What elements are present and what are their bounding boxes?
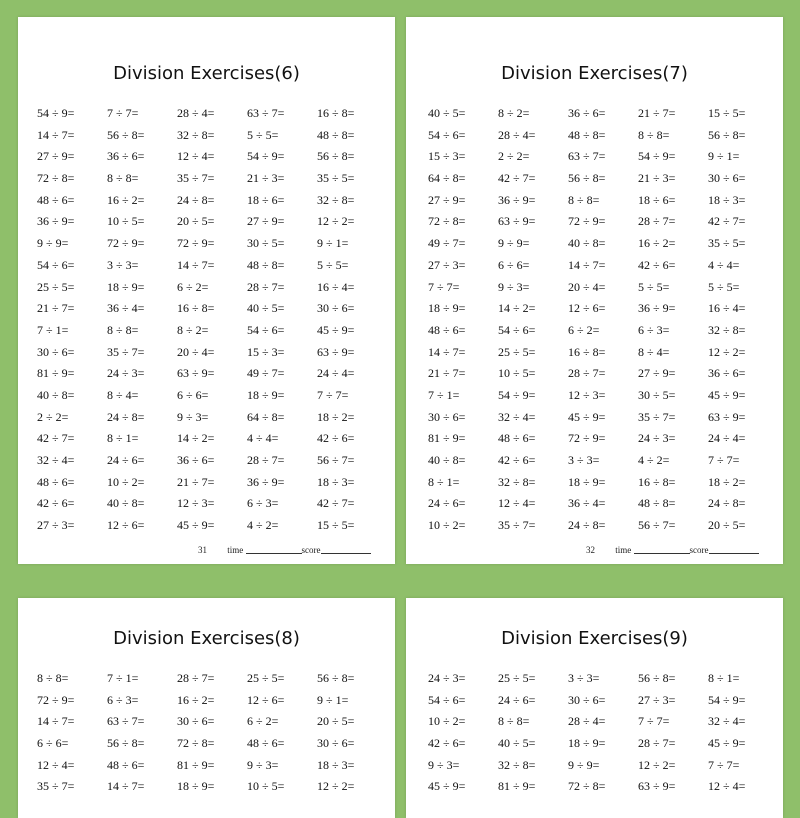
division-problem: 7 ÷ 1= bbox=[107, 671, 139, 685]
division-problem: 36 ÷ 4= bbox=[107, 301, 145, 316]
division-problem: 54 ÷ 6= bbox=[428, 692, 466, 707]
division-problem: 45 ÷ 9= bbox=[317, 322, 355, 337]
division-problem: 14 ÷ 7= bbox=[428, 344, 466, 359]
division-problem: 63 ÷ 7= bbox=[247, 106, 285, 120]
division-problem: 12 ÷ 3= bbox=[568, 387, 606, 402]
problem-grid bbox=[428, 103, 778, 537]
division-problem: 24 ÷ 8= bbox=[177, 192, 215, 207]
division-problem: 18 ÷ 9= bbox=[568, 736, 606, 751]
division-problem: 36 ÷ 6= bbox=[708, 366, 746, 381]
division-problem: 18 ÷ 9= bbox=[177, 779, 215, 794]
division-problem: 18 ÷ 3= bbox=[708, 192, 746, 207]
division-problem: 10 ÷ 5= bbox=[247, 779, 285, 794]
division-problem: 10 ÷ 5= bbox=[498, 366, 536, 381]
division-problem: 12 ÷ 4= bbox=[708, 779, 746, 794]
division-problem: 8 ÷ 8= bbox=[107, 322, 139, 337]
division-problem: 27 ÷ 9= bbox=[37, 149, 75, 164]
division-problem: 18 ÷ 9= bbox=[107, 279, 145, 294]
division-problem: 5 ÷ 5= bbox=[317, 257, 349, 272]
division-problem: 81 ÷ 9= bbox=[498, 779, 536, 794]
division-problem: 49 ÷ 7= bbox=[428, 236, 466, 251]
division-problem: 63 ÷ 9= bbox=[498, 214, 536, 229]
division-problem: 35 ÷ 7= bbox=[177, 171, 215, 186]
division-problem: 72 ÷ 8= bbox=[568, 779, 606, 794]
division-problem: 3 ÷ 3= bbox=[568, 453, 600, 467]
division-problem: 14 ÷ 7= bbox=[177, 257, 215, 272]
division-problem: 63 ÷ 9= bbox=[708, 409, 746, 424]
division-problem: 40 ÷ 5= bbox=[428, 106, 466, 120]
division-problem: 18 ÷ 9= bbox=[247, 387, 285, 402]
division-problem: 25 ÷ 5= bbox=[37, 279, 75, 294]
division-problem: 9 ÷ 3= bbox=[177, 409, 209, 424]
division-problem: 12 ÷ 2= bbox=[638, 757, 676, 772]
division-problem: 16 ÷ 4= bbox=[317, 279, 355, 294]
division-problem: 72 ÷ 9= bbox=[177, 236, 215, 251]
division-problem: 12 ÷ 4= bbox=[498, 496, 536, 511]
division-problem: 9 ÷ 1= bbox=[317, 692, 349, 707]
division-problem: 63 ÷ 9= bbox=[317, 344, 355, 359]
division-problem: 48 ÷ 6= bbox=[498, 431, 536, 446]
division-problem: 30 ÷ 6= bbox=[428, 409, 466, 424]
division-problem: 35 ÷ 5= bbox=[708, 236, 746, 251]
time-label: time bbox=[227, 545, 244, 555]
division-problem: 42 ÷ 6= bbox=[317, 431, 355, 446]
division-problem: 24 ÷ 4= bbox=[708, 431, 746, 446]
division-problem: 6 ÷ 2= bbox=[177, 279, 209, 294]
division-problem: 54 ÷ 9= bbox=[708, 692, 746, 707]
division-problem: 8 ÷ 8= bbox=[638, 127, 670, 142]
division-problem: 7 ÷ 7= bbox=[638, 714, 670, 729]
division-problem: 28 ÷ 7= bbox=[247, 453, 285, 467]
division-problem: 8 ÷ 8= bbox=[498, 714, 530, 729]
division-problem: 32 ÷ 8= bbox=[498, 474, 536, 489]
division-problem: 63 ÷ 9= bbox=[177, 366, 215, 381]
division-problem: 9 ÷ 1= bbox=[317, 236, 349, 251]
division-problem: 48 ÷ 8= bbox=[638, 496, 676, 511]
division-problem: 36 ÷ 6= bbox=[107, 149, 145, 164]
division-problem: 15 ÷ 5= bbox=[708, 106, 746, 120]
worksheet-9 bbox=[406, 598, 783, 818]
division-problem: 14 ÷ 2= bbox=[498, 301, 536, 316]
division-problem: 24 ÷ 3= bbox=[638, 431, 676, 446]
division-problem: 12 ÷ 6= bbox=[568, 301, 606, 316]
division-problem: 27 ÷ 3= bbox=[37, 518, 75, 533]
division-problem: 32 ÷ 8= bbox=[498, 757, 536, 772]
division-problem: 54 ÷ 6= bbox=[498, 322, 536, 337]
division-problem: 72 ÷ 8= bbox=[428, 214, 466, 229]
division-problem: 10 ÷ 2= bbox=[428, 518, 466, 533]
division-problem: 42 ÷ 7= bbox=[498, 171, 536, 186]
division-problem: 2 ÷ 2= bbox=[498, 149, 530, 164]
division-problem: 21 ÷ 7= bbox=[177, 474, 215, 489]
division-problem: 6 ÷ 6= bbox=[177, 387, 209, 402]
division-problem: 16 ÷ 8= bbox=[177, 301, 215, 316]
division-problem: 27 ÷ 9= bbox=[247, 214, 285, 229]
division-problem: 6 ÷ 3= bbox=[638, 322, 670, 337]
division-problem: 25 ÷ 5= bbox=[498, 671, 536, 685]
division-problem: 9 ÷ 9= bbox=[37, 236, 69, 251]
division-problem: 30 ÷ 6= bbox=[317, 301, 355, 316]
division-problem: 25 ÷ 5= bbox=[498, 344, 536, 359]
division-problem: 12 ÷ 4= bbox=[37, 757, 75, 772]
division-problem: 36 ÷ 6= bbox=[177, 453, 215, 467]
division-problem: 42 ÷ 6= bbox=[37, 496, 75, 511]
division-problem: 4 ÷ 2= bbox=[638, 453, 670, 467]
division-problem: 36 ÷ 9= bbox=[37, 214, 75, 229]
division-problem: 21 ÷ 7= bbox=[37, 301, 75, 316]
division-problem: 81 ÷ 9= bbox=[177, 757, 215, 772]
division-problem: 40 ÷ 5= bbox=[498, 736, 536, 751]
worksheet-6 bbox=[18, 17, 395, 564]
division-problem: 9 ÷ 9= bbox=[498, 236, 530, 251]
division-problem: 2 ÷ 2= bbox=[37, 409, 69, 424]
division-problem: 6 ÷ 2= bbox=[247, 714, 279, 729]
division-problem: 8 ÷ 8= bbox=[107, 171, 139, 186]
worksheet-footer bbox=[198, 545, 371, 555]
score-label: score bbox=[301, 545, 321, 555]
division-problem: 14 ÷ 2= bbox=[177, 431, 215, 446]
division-problem: 49 ÷ 7= bbox=[247, 366, 285, 381]
division-problem: 30 ÷ 6= bbox=[177, 714, 215, 729]
division-problem: 12 ÷ 4= bbox=[177, 149, 215, 164]
division-problem: 4 ÷ 2= bbox=[247, 518, 279, 533]
page-number: 31 bbox=[198, 545, 207, 555]
division-problem: 36 ÷ 9= bbox=[638, 301, 676, 316]
division-problem: 72 ÷ 9= bbox=[568, 431, 606, 446]
division-problem: 45 ÷ 9= bbox=[428, 779, 466, 794]
division-problem: 28 ÷ 7= bbox=[568, 366, 606, 381]
division-problem: 24 ÷ 4= bbox=[317, 366, 355, 381]
division-problem: 27 ÷ 3= bbox=[428, 257, 466, 272]
division-problem: 24 ÷ 6= bbox=[428, 496, 466, 511]
worksheet-title: Division Exercises(8) bbox=[113, 628, 300, 649]
division-problem: 40 ÷ 8= bbox=[428, 453, 466, 467]
division-problem: 30 ÷ 5= bbox=[247, 236, 285, 251]
division-problem: 8 ÷ 1= bbox=[708, 671, 740, 685]
division-problem: 42 ÷ 6= bbox=[638, 257, 676, 272]
division-problem: 24 ÷ 8= bbox=[708, 496, 746, 511]
division-problem: 72 ÷ 9= bbox=[37, 692, 75, 707]
division-problem: 72 ÷ 9= bbox=[107, 236, 145, 251]
division-problem: 30 ÷ 6= bbox=[317, 736, 355, 751]
division-problem: 5 ÷ 5= bbox=[708, 279, 740, 294]
division-problem: 16 ÷ 2= bbox=[107, 192, 145, 207]
worksheet-footer bbox=[586, 545, 759, 555]
division-problem: 48 ÷ 6= bbox=[428, 322, 466, 337]
division-problem: 45 ÷ 9= bbox=[708, 736, 746, 751]
time-blank bbox=[634, 553, 690, 554]
division-problem: 48 ÷ 6= bbox=[37, 192, 75, 207]
division-problem: 18 ÷ 2= bbox=[708, 474, 746, 489]
division-problem: 8 ÷ 1= bbox=[107, 431, 139, 446]
division-problem: 7 ÷ 7= bbox=[107, 106, 139, 120]
division-problem: 18 ÷ 6= bbox=[247, 192, 285, 207]
division-problem: 56 ÷ 8= bbox=[568, 171, 606, 186]
time-blank bbox=[246, 553, 302, 554]
division-problem: 30 ÷ 6= bbox=[708, 171, 746, 186]
worksheet-title: Division Exercises(9) bbox=[501, 628, 688, 649]
division-problem: 20 ÷ 5= bbox=[177, 214, 215, 229]
page-number: 32 bbox=[586, 545, 595, 555]
division-problem: 7 ÷ 7= bbox=[708, 757, 740, 772]
division-problem: 14 ÷ 7= bbox=[37, 714, 75, 729]
division-problem: 18 ÷ 6= bbox=[638, 192, 676, 207]
division-problem: 6 ÷ 3= bbox=[247, 496, 279, 511]
division-problem: 42 ÷ 6= bbox=[428, 736, 466, 751]
division-problem: 28 ÷ 4= bbox=[498, 127, 536, 142]
division-problem: 12 ÷ 2= bbox=[317, 214, 355, 229]
division-problem: 15 ÷ 3= bbox=[428, 149, 466, 164]
division-problem: 64 ÷ 8= bbox=[428, 171, 466, 186]
division-problem: 48 ÷ 8= bbox=[568, 127, 606, 142]
division-problem: 72 ÷ 9= bbox=[568, 214, 606, 229]
division-problem: 10 ÷ 5= bbox=[107, 214, 145, 229]
division-problem: 54 ÷ 9= bbox=[37, 106, 75, 120]
division-problem: 56 ÷ 8= bbox=[107, 127, 145, 142]
division-problem: 3 ÷ 3= bbox=[568, 671, 600, 685]
division-problem: 35 ÷ 5= bbox=[317, 171, 355, 186]
division-problem: 56 ÷ 7= bbox=[638, 518, 676, 533]
division-problem: 7 ÷ 7= bbox=[317, 387, 349, 402]
division-problem: 18 ÷ 9= bbox=[428, 301, 466, 316]
division-problem: 12 ÷ 6= bbox=[107, 518, 145, 533]
division-problem: 32 ÷ 4= bbox=[708, 714, 746, 729]
division-problem: 32 ÷ 4= bbox=[498, 409, 536, 424]
division-problem: 36 ÷ 9= bbox=[247, 474, 285, 489]
division-problem: 24 ÷ 8= bbox=[568, 518, 606, 533]
division-problem: 32 ÷ 4= bbox=[37, 453, 75, 467]
division-problem: 54 ÷ 9= bbox=[498, 387, 536, 402]
division-problem: 54 ÷ 6= bbox=[428, 127, 466, 142]
division-problem: 28 ÷ 7= bbox=[638, 736, 676, 751]
score-label: score bbox=[689, 545, 709, 555]
division-problem: 9 ÷ 3= bbox=[428, 757, 460, 772]
division-problem: 24 ÷ 3= bbox=[107, 366, 145, 381]
division-problem: 24 ÷ 8= bbox=[107, 409, 145, 424]
division-problem: 9 ÷ 9= bbox=[568, 757, 600, 772]
division-problem: 21 ÷ 7= bbox=[638, 106, 676, 120]
score-blank bbox=[321, 553, 371, 554]
division-problem: 4 ÷ 4= bbox=[708, 257, 740, 272]
score-blank bbox=[709, 553, 759, 554]
division-problem: 56 ÷ 8= bbox=[638, 671, 676, 685]
division-problem: 32 ÷ 8= bbox=[708, 322, 746, 337]
division-problem: 32 ÷ 8= bbox=[317, 192, 355, 207]
division-problem: 16 ÷ 2= bbox=[638, 236, 676, 251]
division-problem: 45 ÷ 9= bbox=[177, 518, 215, 533]
division-problem: 18 ÷ 9= bbox=[568, 474, 606, 489]
division-problem: 7 ÷ 1= bbox=[37, 322, 69, 337]
division-problem: 6 ÷ 3= bbox=[107, 692, 139, 707]
division-problem: 30 ÷ 5= bbox=[638, 387, 676, 402]
division-problem: 72 ÷ 8= bbox=[37, 171, 75, 186]
worksheet-title: Division Exercises(7) bbox=[501, 63, 688, 84]
division-problem: 24 ÷ 3= bbox=[428, 671, 466, 685]
division-problem: 72 ÷ 8= bbox=[177, 736, 215, 751]
division-problem: 36 ÷ 9= bbox=[498, 192, 536, 207]
division-problem: 28 ÷ 4= bbox=[177, 106, 215, 120]
division-problem: 8 ÷ 1= bbox=[428, 474, 460, 489]
division-problem: 18 ÷ 2= bbox=[317, 409, 355, 424]
division-problem: 12 ÷ 6= bbox=[247, 692, 285, 707]
division-problem: 56 ÷ 8= bbox=[107, 736, 145, 751]
division-problem: 14 ÷ 7= bbox=[37, 127, 75, 142]
division-problem: 16 ÷ 8= bbox=[317, 106, 355, 120]
division-problem: 8 ÷ 2= bbox=[177, 322, 209, 337]
division-problem: 21 ÷ 3= bbox=[247, 171, 285, 186]
division-problem: 9 ÷ 1= bbox=[708, 149, 740, 164]
division-problem: 48 ÷ 6= bbox=[37, 474, 75, 489]
division-problem: 35 ÷ 7= bbox=[498, 518, 536, 533]
division-problem: 42 ÷ 7= bbox=[37, 431, 75, 446]
division-problem: 9 ÷ 3= bbox=[247, 757, 279, 772]
division-problem: 25 ÷ 5= bbox=[247, 671, 285, 685]
division-problem: 64 ÷ 8= bbox=[247, 409, 285, 424]
division-problem: 40 ÷ 5= bbox=[247, 301, 285, 316]
division-problem: 54 ÷ 9= bbox=[638, 149, 676, 164]
division-problem: 6 ÷ 6= bbox=[37, 736, 69, 751]
division-problem: 8 ÷ 2= bbox=[498, 106, 530, 120]
division-problem: 16 ÷ 2= bbox=[177, 692, 215, 707]
division-problem: 5 ÷ 5= bbox=[247, 127, 279, 142]
time-label: time bbox=[615, 545, 632, 555]
division-problem: 48 ÷ 6= bbox=[107, 757, 145, 772]
division-problem: 8 ÷ 8= bbox=[568, 192, 600, 207]
division-problem: 10 ÷ 2= bbox=[428, 714, 466, 729]
division-problem: 27 ÷ 9= bbox=[428, 192, 466, 207]
division-problem: 8 ÷ 4= bbox=[638, 344, 670, 359]
division-problem: 16 ÷ 8= bbox=[638, 474, 676, 489]
division-problem: 27 ÷ 3= bbox=[638, 692, 676, 707]
division-problem: 14 ÷ 7= bbox=[107, 779, 145, 794]
division-problem: 15 ÷ 3= bbox=[247, 344, 285, 359]
division-problem: 35 ÷ 7= bbox=[107, 344, 145, 359]
division-problem: 48 ÷ 8= bbox=[317, 127, 355, 142]
division-problem: 7 ÷ 1= bbox=[428, 387, 460, 402]
division-problem: 6 ÷ 2= bbox=[568, 322, 600, 337]
division-problem: 15 ÷ 5= bbox=[317, 518, 355, 533]
division-problem: 8 ÷ 4= bbox=[107, 387, 139, 402]
division-problem: 20 ÷ 5= bbox=[317, 714, 355, 729]
division-problem: 27 ÷ 9= bbox=[638, 366, 676, 381]
division-problem: 18 ÷ 3= bbox=[317, 474, 355, 489]
division-problem: 45 ÷ 9= bbox=[568, 409, 606, 424]
problem-grid bbox=[428, 668, 778, 798]
division-problem: 4 ÷ 4= bbox=[247, 431, 279, 446]
division-problem: 12 ÷ 2= bbox=[317, 779, 355, 794]
division-problem: 12 ÷ 3= bbox=[177, 496, 215, 511]
division-problem: 21 ÷ 3= bbox=[638, 171, 676, 186]
division-problem: 54 ÷ 6= bbox=[247, 322, 285, 337]
division-problem: 54 ÷ 6= bbox=[37, 257, 75, 272]
division-problem: 9 ÷ 3= bbox=[498, 279, 530, 294]
worksheet-title: Division Exercises(6) bbox=[113, 63, 300, 84]
division-problem: 63 ÷ 7= bbox=[107, 714, 145, 729]
division-problem: 20 ÷ 4= bbox=[568, 279, 606, 294]
division-problem: 21 ÷ 7= bbox=[428, 366, 466, 381]
division-problem: 30 ÷ 6= bbox=[37, 344, 75, 359]
division-problem: 24 ÷ 6= bbox=[107, 453, 145, 467]
division-problem: 40 ÷ 8= bbox=[568, 236, 606, 251]
division-problem: 12 ÷ 2= bbox=[708, 344, 746, 359]
division-problem: 36 ÷ 4= bbox=[568, 496, 606, 511]
division-problem: 18 ÷ 3= bbox=[317, 757, 355, 772]
division-problem: 35 ÷ 7= bbox=[638, 409, 676, 424]
division-problem: 30 ÷ 6= bbox=[568, 692, 606, 707]
division-problem: 20 ÷ 5= bbox=[708, 518, 746, 533]
division-problem: 24 ÷ 6= bbox=[498, 692, 536, 707]
division-problem: 6 ÷ 6= bbox=[498, 257, 530, 272]
division-problem: 16 ÷ 4= bbox=[708, 301, 746, 316]
division-problem: 45 ÷ 9= bbox=[708, 387, 746, 402]
division-problem: 28 ÷ 7= bbox=[638, 214, 676, 229]
division-problem: 40 ÷ 8= bbox=[107, 496, 145, 511]
division-problem: 7 ÷ 7= bbox=[708, 453, 740, 467]
worksheet-7 bbox=[406, 17, 783, 564]
division-problem: 48 ÷ 6= bbox=[247, 736, 285, 751]
division-problem: 28 ÷ 7= bbox=[247, 279, 285, 294]
division-problem: 48 ÷ 8= bbox=[247, 257, 285, 272]
division-problem: 20 ÷ 4= bbox=[177, 344, 215, 359]
worksheet-8 bbox=[18, 598, 395, 818]
problem-grid bbox=[37, 668, 387, 798]
division-problem: 28 ÷ 7= bbox=[177, 671, 215, 685]
division-problem: 35 ÷ 7= bbox=[37, 779, 75, 794]
division-problem: 56 ÷ 8= bbox=[317, 671, 355, 685]
division-problem: 42 ÷ 7= bbox=[317, 496, 355, 511]
division-problem: 63 ÷ 7= bbox=[568, 149, 606, 164]
division-problem: 56 ÷ 8= bbox=[708, 127, 746, 142]
division-problem: 81 ÷ 9= bbox=[428, 431, 466, 446]
division-problem: 16 ÷ 8= bbox=[568, 344, 606, 359]
division-problem: 56 ÷ 8= bbox=[317, 149, 355, 164]
division-problem: 7 ÷ 7= bbox=[428, 279, 460, 294]
division-problem: 42 ÷ 6= bbox=[498, 453, 536, 467]
division-problem: 8 ÷ 8= bbox=[37, 671, 69, 685]
division-problem: 40 ÷ 8= bbox=[37, 387, 75, 402]
division-problem: 54 ÷ 9= bbox=[247, 149, 285, 164]
division-problem: 36 ÷ 6= bbox=[568, 106, 606, 120]
division-problem: 28 ÷ 4= bbox=[568, 714, 606, 729]
division-problem: 5 ÷ 5= bbox=[638, 279, 670, 294]
division-problem: 3 ÷ 3= bbox=[107, 257, 139, 272]
division-problem: 14 ÷ 7= bbox=[568, 257, 606, 272]
division-problem: 42 ÷ 7= bbox=[708, 214, 746, 229]
division-problem: 56 ÷ 7= bbox=[317, 453, 355, 467]
division-problem: 63 ÷ 9= bbox=[638, 779, 676, 794]
division-problem: 10 ÷ 2= bbox=[107, 474, 145, 489]
division-problem: 81 ÷ 9= bbox=[37, 366, 75, 381]
division-problem: 32 ÷ 8= bbox=[177, 127, 215, 142]
problem-grid bbox=[37, 103, 387, 537]
